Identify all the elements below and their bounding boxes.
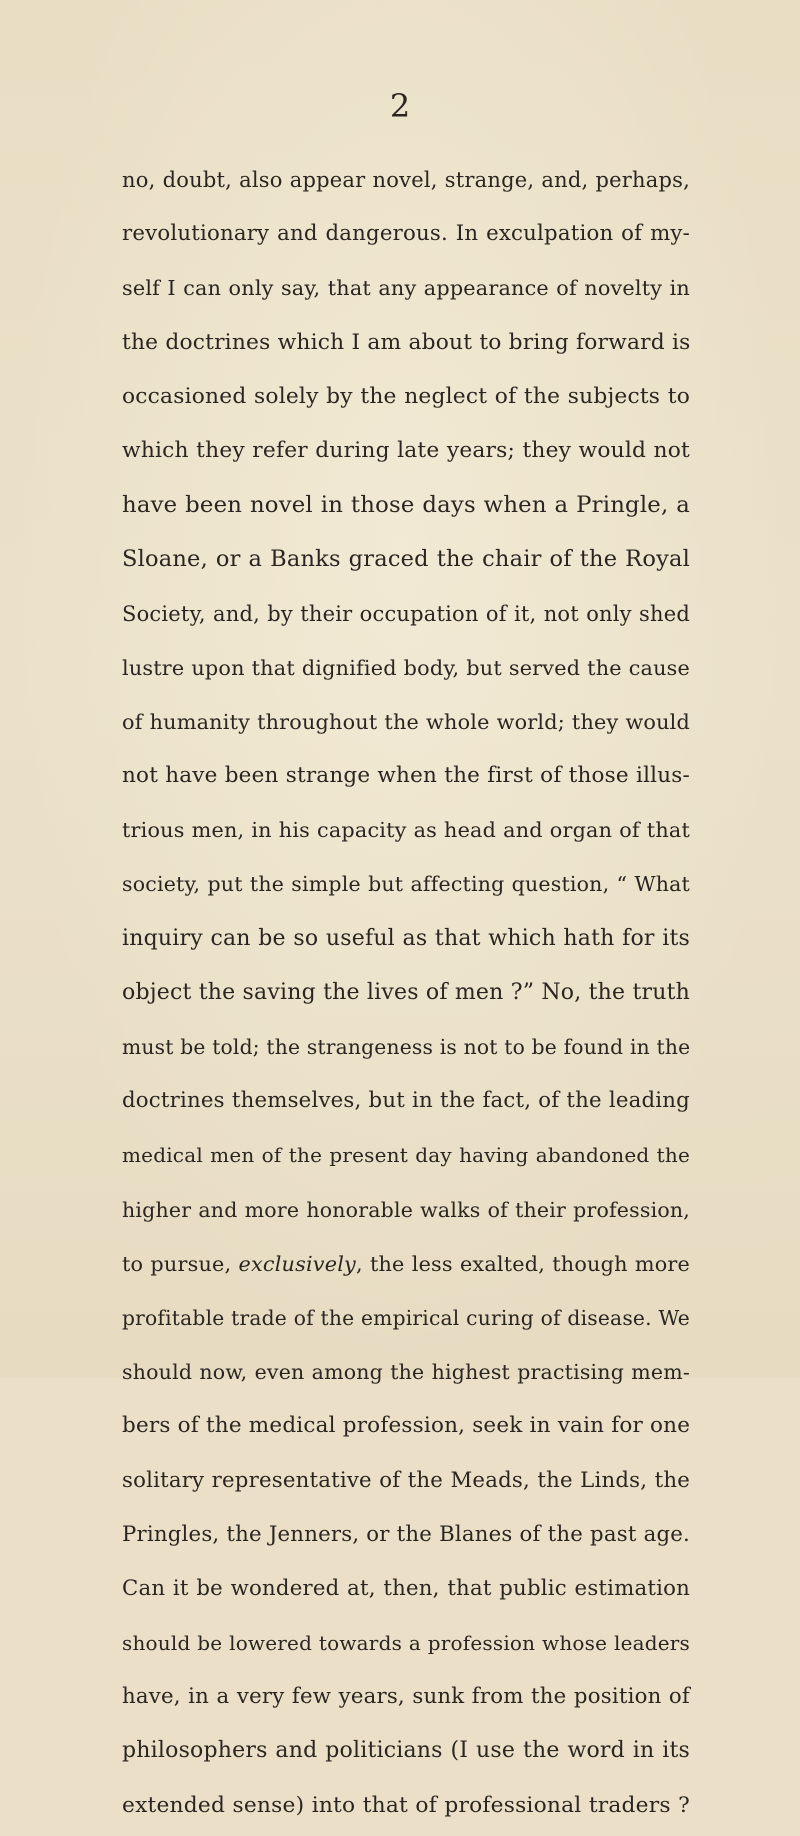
page-number: 2 xyxy=(389,87,411,125)
text-line: must be told; the strangeness is not to be found in the xyxy=(122,1035,691,1059)
text-line: inquiry can be so useful as that which hath for its xyxy=(122,925,690,951)
text-line: higher and more honorable walks of their profession, xyxy=(122,1197,690,1222)
text-line: profitable trade of the empirical curing of disease. We xyxy=(122,1305,690,1330)
text-line: should be lowered towards a profession whose leaders xyxy=(122,1631,690,1656)
text-line: which they refer during late years; they would not xyxy=(122,437,690,463)
text-line: trious men, in his capacity as head and organ of that xyxy=(122,818,690,843)
italic-emphasis: exclusively xyxy=(238,1251,356,1276)
text-line: not have been strange when the first of those illus- xyxy=(122,763,690,789)
text-line: occasioned solely by the neglect of the subjects to xyxy=(122,383,690,409)
text-line: Can it be wondered at, then, that public estimation xyxy=(122,1575,690,1601)
text-line: society, put the simple but affecting question, “ What xyxy=(122,872,690,897)
text-line: no, doubt, also appear novel, strange, and, perhaps, xyxy=(122,168,690,192)
text-line: philosophers and politicians (I use the word in its xyxy=(122,1738,690,1764)
text-line: revolutionary and dangerous. In exculpation of my- xyxy=(122,221,690,247)
body-text xyxy=(122,156,690,1836)
text-line: lustre upon that dignified body, but served the cause xyxy=(122,655,690,680)
text-line: Society, and, by their occupation of it, not only shed xyxy=(122,601,690,626)
text-line: the doctrines which I am about to bring forward is xyxy=(122,329,691,355)
text-line: bers of the medical profession, seek in vain for one xyxy=(122,1413,691,1439)
text-line: doctrines themselves, but in the fact, of the leading xyxy=(122,1088,690,1114)
text-line: object the saving the lives of men ?” No, the truth xyxy=(122,979,690,1005)
text-line: Pringles, the Jenners, or the Blanes of the past age. xyxy=(122,1521,690,1547)
text-line: self I can only say, that any appearance of novelty in xyxy=(122,276,690,301)
text-line: solitary representative of the Meads, the Linds, the xyxy=(122,1467,690,1493)
text-line: extended sense) into that of professional traders ? xyxy=(122,1792,690,1818)
text-line: medical men of the present day having abandoned the xyxy=(122,1143,690,1168)
text-line: Sloane, or a Banks graced the chair of the Royal xyxy=(122,546,690,573)
text-line: have, in a very few years, sunk from the position of xyxy=(122,1684,690,1710)
text-line: should now, even among the highest practising mem- xyxy=(122,1360,690,1385)
text-line: have been novel in those days when a Pringle, a xyxy=(122,492,690,519)
text-line-with-italic xyxy=(122,1240,690,1294)
text-segment: , the less exalted, though more xyxy=(355,1251,691,1276)
text-segment: to pursue, xyxy=(122,1251,239,1276)
text-line: of humanity throughout the whole world; they would xyxy=(122,709,690,734)
